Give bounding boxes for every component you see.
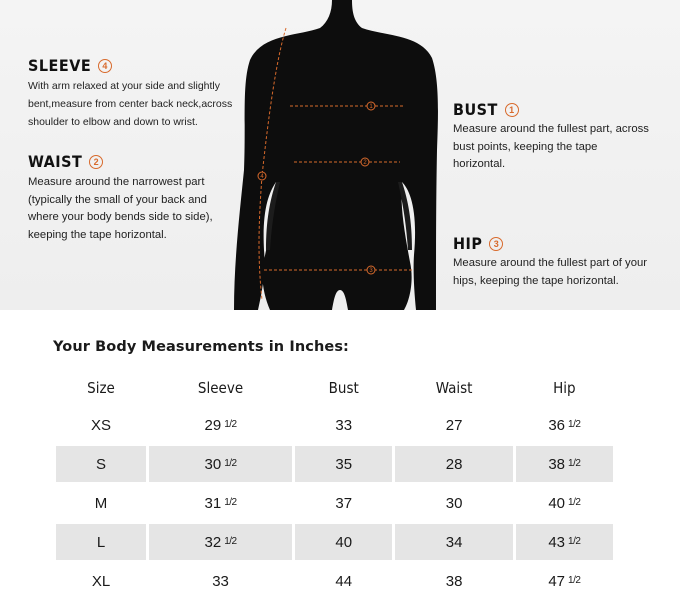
cell-value: 30 bbox=[445, 494, 463, 512]
cell-hip bbox=[516, 482, 613, 521]
sleeve-heading bbox=[28, 56, 232, 75]
table-row bbox=[56, 560, 613, 599]
waist-desc-line: where your body bends side to side), bbox=[28, 211, 213, 223]
bust-desc-line: horizontal. bbox=[453, 158, 506, 170]
cell-value: 34 bbox=[445, 533, 463, 551]
cell-value: 38 bbox=[548, 455, 566, 473]
cell-bust bbox=[295, 443, 392, 482]
table-row bbox=[56, 443, 613, 482]
hip-number-badge: 3 bbox=[489, 237, 503, 251]
cell-value: 32 bbox=[204, 533, 222, 551]
cell-value: 30 bbox=[204, 455, 222, 473]
bust-block bbox=[453, 100, 649, 174]
cell-value: S bbox=[96, 455, 107, 473]
cell-sleeve bbox=[149, 560, 292, 599]
sleeve-desc-line: With arm relaxed at your side and slightly bbox=[28, 80, 220, 92]
cell-size bbox=[56, 560, 146, 599]
waist-heading bbox=[28, 152, 213, 171]
cell-fraction: 1/2 bbox=[568, 535, 581, 547]
cell-fraction: 1/2 bbox=[224, 457, 237, 469]
header-sleeve: Sleeve bbox=[197, 379, 244, 397]
cell-waist bbox=[395, 443, 512, 482]
bust-desc-line: Measure around the fullest part, across bbox=[453, 123, 649, 135]
bust-title: BUST bbox=[453, 100, 498, 119]
cell-bust bbox=[295, 404, 392, 443]
bust-number-badge: 1 bbox=[505, 103, 519, 117]
cell-value: XS bbox=[91, 416, 112, 434]
cell-value: 47 bbox=[548, 572, 566, 590]
cell-value: 27 bbox=[445, 416, 463, 434]
hip-title: HIP bbox=[453, 234, 483, 253]
table-header-row bbox=[56, 372, 613, 404]
header-waist: Waist bbox=[435, 379, 473, 397]
bust-desc-line: bust points, keeping the tape bbox=[453, 140, 598, 153]
cell-fraction: 1/2 bbox=[568, 418, 581, 430]
marker-3-label: 3 bbox=[369, 268, 373, 275]
cell-value: 44 bbox=[335, 572, 353, 590]
cell-hip bbox=[516, 404, 613, 443]
cell-sleeve bbox=[149, 482, 292, 521]
cell-value: 37 bbox=[335, 494, 353, 512]
cell-value: M bbox=[94, 494, 108, 512]
table-row bbox=[56, 482, 613, 521]
cell-value: 33 bbox=[335, 416, 353, 434]
cell-value: 43 bbox=[548, 533, 566, 551]
marker-2-label: 2 bbox=[363, 160, 367, 167]
cell-bust bbox=[295, 482, 392, 521]
waist-title: WAIST bbox=[28, 152, 83, 171]
cell-fraction: 1/2 bbox=[568, 574, 581, 586]
header-size: Size bbox=[87, 379, 115, 397]
waist-number-badge: 2 bbox=[89, 155, 103, 169]
cell-value: 31 bbox=[204, 494, 222, 512]
cell-value: 40 bbox=[548, 494, 566, 512]
sleeve-desc-line: shoulder to elbow and down to wrist. bbox=[28, 116, 198, 128]
cell-fraction: 1/2 bbox=[224, 496, 237, 508]
cell-value: 36 bbox=[548, 416, 566, 434]
cell-fraction: 1/2 bbox=[224, 418, 237, 430]
cell-bust bbox=[295, 521, 392, 560]
cell-size bbox=[56, 443, 146, 482]
sleeve-number-badge: 4 bbox=[98, 59, 112, 73]
cell-waist bbox=[395, 404, 512, 443]
cell-hip bbox=[516, 521, 613, 560]
hip-desc-line: Measure around the fullest part of your bbox=[453, 257, 648, 269]
marker-1-label: 1 bbox=[369, 104, 373, 111]
cell-size bbox=[56, 521, 146, 560]
sleeve-description bbox=[28, 77, 232, 131]
bust-description bbox=[453, 121, 649, 174]
marker-4-label: 4 bbox=[260, 174, 264, 181]
header-bust: Bust bbox=[328, 379, 359, 397]
cell-waist bbox=[395, 560, 512, 599]
cell-value: 40 bbox=[335, 533, 353, 551]
bust-heading bbox=[453, 100, 649, 119]
cell-value: 29 bbox=[204, 416, 222, 434]
cell-value: 33 bbox=[212, 572, 229, 590]
waist-desc-line: keeping the tape horizontal. bbox=[28, 228, 167, 241]
hip-description bbox=[453, 255, 647, 290]
waist-desc-line: (typically the small of your back and bbox=[28, 193, 207, 206]
hip-heading bbox=[453, 234, 647, 253]
cell-value: L bbox=[96, 533, 106, 551]
sleeve-desc-line: bent,measure from center back neck,across bbox=[28, 98, 233, 110]
cell-sleeve bbox=[149, 521, 292, 560]
cell-value: 38 bbox=[445, 572, 463, 590]
hip-desc-line: hips, keeping the tape horizontal. bbox=[453, 274, 619, 287]
cell-value: 35 bbox=[335, 455, 353, 473]
hip-block bbox=[453, 234, 647, 290]
sleeve-block bbox=[28, 56, 232, 131]
cell-fraction: 1/2 bbox=[224, 535, 237, 547]
cell-value: 28 bbox=[445, 455, 463, 473]
cell-hip bbox=[516, 560, 613, 599]
cell-waist bbox=[395, 482, 512, 521]
cell-waist bbox=[395, 521, 512, 560]
cell-sleeve bbox=[149, 404, 292, 443]
cell-hip bbox=[516, 443, 613, 482]
table-row bbox=[56, 521, 613, 560]
sleeve-title: SLEEVE bbox=[28, 56, 92, 75]
cell-bust bbox=[295, 560, 392, 599]
table-body bbox=[56, 404, 613, 599]
cell-size bbox=[56, 482, 146, 521]
table-row bbox=[56, 404, 613, 443]
waist-description bbox=[28, 174, 213, 244]
silhouette-shape bbox=[234, 0, 438, 310]
size-chart-table bbox=[53, 372, 616, 599]
cell-sleeve bbox=[149, 443, 292, 482]
header-hip: Hip bbox=[553, 379, 576, 397]
table-title: Your Body Measurements in Inches: bbox=[53, 339, 349, 355]
cell-value: XL bbox=[91, 572, 111, 590]
cell-size bbox=[56, 404, 146, 443]
waist-desc-line: Measure around the narrowest part bbox=[28, 176, 205, 188]
waist-block bbox=[28, 152, 213, 244]
cell-fraction: 1/2 bbox=[568, 457, 581, 469]
cell-fraction: 1/2 bbox=[568, 496, 581, 508]
